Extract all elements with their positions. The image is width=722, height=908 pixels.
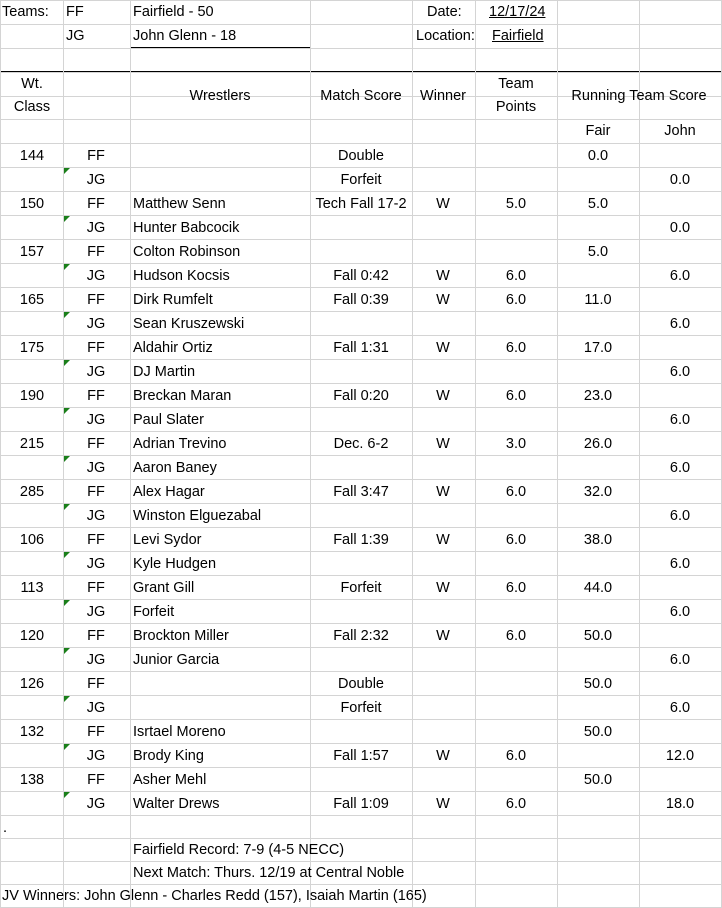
- cell-indicator-icon: [64, 408, 70, 414]
- date-label: Date:: [427, 4, 462, 20]
- winner-mark: W: [436, 436, 450, 452]
- match-score: Double: [338, 676, 384, 692]
- team2-abbr: JG: [66, 28, 85, 44]
- col-wt-class-line1: Wt.: [21, 76, 43, 92]
- teams-label: Teams:: [2, 4, 49, 20]
- wrestler-name: Brody King: [133, 748, 204, 764]
- winner-mark: W: [436, 292, 450, 308]
- team-points: 3.0: [505, 436, 527, 452]
- winner-mark: W: [436, 340, 450, 356]
- weight-class: 150: [19, 196, 45, 212]
- team2-name: John Glenn - 18: [133, 28, 237, 44]
- wrestler-name: Junior Garcia: [133, 652, 220, 668]
- team-points: 6.0: [505, 340, 527, 356]
- team-points: 5.0: [505, 196, 527, 212]
- team-abbr: JG: [86, 364, 106, 380]
- weight-class: 132: [19, 724, 45, 740]
- team-abbr: FF: [87, 532, 105, 548]
- gridline-row: [0, 575, 722, 576]
- wrestler-name: Paul Slater: [133, 412, 204, 428]
- team-abbr: FF: [87, 148, 105, 164]
- running-score-john: 18.0: [665, 796, 695, 812]
- running-score-fair: 50.0: [583, 628, 613, 644]
- wrestler-name: DJ Martin: [133, 364, 196, 380]
- cell-indicator-icon: [64, 456, 70, 462]
- gridline-row: [0, 479, 722, 480]
- weight-class: 120: [19, 628, 45, 644]
- match-score: Fall 1:57: [333, 748, 389, 764]
- team-points: 6.0: [505, 484, 527, 500]
- winner-mark: W: [436, 580, 450, 596]
- gridline-row: [0, 191, 722, 192]
- winner-mark: W: [436, 628, 450, 644]
- winner-mark: W: [436, 268, 450, 284]
- running-score-john: 6.0: [669, 508, 691, 524]
- winner-mark: W: [436, 388, 450, 404]
- team-abbr: JG: [86, 748, 106, 764]
- running-score-fair: 38.0: [583, 532, 613, 548]
- running-score-fair: 5.0: [587, 244, 609, 260]
- gridline-col: [0, 0, 1, 908]
- gridline-row: [0, 671, 722, 672]
- gridline-row: [0, 647, 722, 648]
- weight-class: 106: [19, 532, 45, 548]
- wrestler-name: Sean Kruszewski: [133, 316, 245, 332]
- team-abbr: FF: [87, 388, 105, 404]
- gridline-row: [0, 815, 722, 816]
- wrestler-name: Grant Gill: [133, 580, 195, 596]
- team-points: 6.0: [505, 628, 527, 644]
- gridline-row: [0, 861, 722, 862]
- team-abbr: FF: [87, 340, 105, 356]
- gridline-col: [639, 0, 640, 908]
- col-winner: Winner: [420, 88, 466, 104]
- gridline-row: [0, 119, 722, 120]
- cell-indicator-icon: [64, 792, 70, 798]
- running-score-fair: 0.0: [587, 148, 609, 164]
- wrestler-name: Adrian Trevino: [133, 436, 227, 452]
- weight-class: 126: [19, 676, 45, 692]
- weight-class: 144: [19, 148, 45, 164]
- team-abbr: JG: [86, 652, 106, 668]
- cell-indicator-icon: [64, 552, 70, 558]
- team-abbr: FF: [87, 772, 105, 788]
- gridline-col: [557, 0, 558, 908]
- running-score-fair: 5.0: [587, 196, 609, 212]
- team-abbr: FF: [87, 196, 105, 212]
- gridline-row: [0, 551, 722, 552]
- match-score: Double: [338, 148, 384, 164]
- team-abbr: JG: [86, 316, 106, 332]
- running-score-fair: 32.0: [583, 484, 613, 500]
- running-score-john: 6.0: [669, 700, 691, 716]
- col-match-score: Match Score: [320, 88, 402, 104]
- gridline-row: [0, 239, 722, 240]
- gridline-col: [310, 0, 311, 908]
- gridline-row: [0, 767, 722, 768]
- winner-mark: W: [436, 748, 450, 764]
- match-score: Fall 3:47: [333, 484, 389, 500]
- team1-name: Fairfield - 50: [133, 4, 214, 20]
- cell-indicator-icon: [64, 216, 70, 222]
- team-abbr: JG: [86, 556, 106, 572]
- winner-mark: W: [436, 196, 450, 212]
- wrestler-name: Isrtael Moreno: [133, 724, 226, 740]
- gridline-col: [130, 0, 131, 908]
- wrestler-name: Breckan Maran: [133, 388, 232, 404]
- wrestler-name: Asher Mehl: [133, 772, 207, 788]
- running-score-fair: 17.0: [583, 340, 613, 356]
- running-score-fair: 26.0: [583, 436, 613, 452]
- team-abbr: FF: [87, 676, 105, 692]
- col-team-points-line2: Points: [495, 99, 537, 115]
- running-score-john: 12.0: [665, 748, 695, 764]
- match-score: Fall 1:39: [333, 532, 389, 548]
- col-wrestlers: Wrestlers: [189, 88, 251, 104]
- running-score-john: 6.0: [669, 364, 691, 380]
- team-abbr: FF: [87, 436, 105, 452]
- gridline-row: [0, 455, 722, 456]
- wrestler-name: Brockton Miller: [133, 628, 229, 644]
- gridline-row: [0, 719, 722, 720]
- gridline-row: [0, 143, 722, 144]
- team-points: 6.0: [505, 580, 527, 596]
- team-abbr: JG: [86, 172, 106, 188]
- wrestler-name: Forfeit: [133, 604, 175, 620]
- weight-class: 215: [19, 436, 45, 452]
- team-abbr: FF: [87, 628, 105, 644]
- running-score-john: 6.0: [669, 652, 691, 668]
- cell-indicator-icon: [64, 600, 70, 606]
- weight-class: 157: [19, 244, 45, 260]
- team-abbr: JG: [86, 460, 106, 476]
- match-score: Fall 2:32: [333, 628, 389, 644]
- team-points: 6.0: [505, 796, 527, 812]
- match-score: Tech Fall 17-2: [315, 196, 407, 212]
- col-john: John: [664, 123, 696, 139]
- gridline-row: [0, 527, 722, 528]
- cell-indicator-icon: [64, 696, 70, 702]
- gridline-row: [0, 287, 722, 288]
- cell-indicator-icon: [64, 168, 70, 174]
- wrestler-name: Alex Hagar: [133, 484, 205, 500]
- col-wt-class-line2: Class: [13, 99, 51, 115]
- col-fair: Fair: [585, 123, 611, 139]
- team-abbr: FF: [87, 244, 105, 260]
- wrestler-name: Kyle Hudgen: [133, 556, 217, 572]
- gridline-row: [0, 167, 722, 168]
- gridline-row: [0, 884, 722, 885]
- cell-indicator-icon: [64, 264, 70, 270]
- gridline-row: [0, 431, 722, 432]
- team-points: 6.0: [505, 268, 527, 284]
- weight-class: 113: [20, 580, 44, 596]
- weight-class: 285: [19, 484, 45, 500]
- team-abbr: JG: [86, 508, 106, 524]
- team-abbr: FF: [87, 292, 105, 308]
- winner-mark: W: [436, 532, 450, 548]
- match-score: Fall 1:09: [333, 796, 389, 812]
- winner-mark: W: [436, 484, 450, 500]
- match-location: Fairfield: [492, 28, 544, 44]
- running-score-fair: 23.0: [583, 388, 613, 404]
- running-score-fair: 11.0: [584, 292, 612, 308]
- wrestler-name: Aldahir Ortiz: [133, 340, 213, 356]
- running-score-john: 6.0: [669, 556, 691, 572]
- team-points: 6.0: [505, 748, 527, 764]
- weight-class: 190: [19, 388, 45, 404]
- weight-class: 165: [19, 292, 45, 308]
- running-score-fair: 44.0: [583, 580, 613, 596]
- match-score: Forfeit: [340, 172, 382, 188]
- gridline-col: [412, 0, 413, 908]
- jv-winners: JV Winners: John Glenn - Charles Redd (157), Isaiah Martin (165): [2, 888, 427, 904]
- running-score-fair: 50.0: [583, 772, 613, 788]
- wrestler-name: Dirk Rumfelt: [133, 292, 213, 308]
- team-points: 6.0: [505, 388, 527, 404]
- team-abbr: JG: [86, 220, 106, 236]
- wrestler-name: Hunter Babcocik: [133, 220, 240, 236]
- team-points: 6.0: [505, 292, 527, 308]
- wrestler-name: Winston Elguezabal: [133, 508, 262, 524]
- wrestler-name: Colton Robinson: [133, 244, 241, 260]
- team-abbr: JG: [86, 796, 106, 812]
- cell-indicator-icon: [64, 504, 70, 510]
- gridline-row: [0, 599, 722, 600]
- gridline-row: [0, 335, 722, 336]
- running-score-john: 6.0: [669, 412, 691, 428]
- gridline-row: [0, 48, 722, 49]
- winner-mark: W: [436, 796, 450, 812]
- gridline-col: [63, 0, 64, 908]
- weight-class: 138: [19, 772, 45, 788]
- col-team-points-line1: Team: [498, 76, 534, 92]
- cell-indicator-icon: [64, 648, 70, 654]
- gridline-row: [0, 263, 722, 264]
- match-score: Dec. 6-2: [333, 436, 389, 452]
- team-abbr: FF: [87, 484, 105, 500]
- running-score-john: 0.0: [669, 220, 691, 236]
- gridline-row: [0, 407, 722, 408]
- match-score: Forfeit: [340, 580, 382, 596]
- match-score: Forfeit: [340, 700, 382, 716]
- wrestler-name: Walter Drews: [133, 796, 220, 812]
- weight-class: 175: [19, 340, 45, 356]
- running-score-john: 6.0: [669, 268, 691, 284]
- gridline-row: [0, 24, 722, 25]
- running-score-john: 6.0: [669, 460, 691, 476]
- wrestler-name: Levi Sydor: [133, 532, 202, 548]
- match-score: Fall 1:31: [333, 340, 389, 356]
- gridline-row: [0, 215, 722, 216]
- team-abbr: FF: [87, 580, 105, 596]
- gridline-col: [475, 0, 476, 908]
- match-score: Fall 0:20: [333, 388, 389, 404]
- team-abbr: JG: [86, 268, 106, 284]
- wrestler-name: Hudson Kocsis: [133, 268, 230, 284]
- team-points: 6.0: [505, 532, 527, 548]
- team-abbr: JG: [86, 412, 106, 428]
- gridline-row: [0, 72, 722, 73]
- gridline-row: [0, 359, 722, 360]
- gridline-row: [0, 743, 722, 744]
- running-score-john: 0.0: [669, 172, 691, 188]
- cell-indicator-icon: [64, 312, 70, 318]
- gridline-row: [0, 838, 722, 839]
- gridline-row: [0, 503, 722, 504]
- running-score-fair: 50.0: [583, 724, 613, 740]
- team-abbr: JG: [86, 700, 106, 716]
- match-score: Fall 0:39: [333, 292, 389, 308]
- gridline-row: [0, 695, 722, 696]
- gridline-row: [0, 623, 722, 624]
- cell-indicator-icon: [64, 744, 70, 750]
- match-score: Fall 0:42: [333, 268, 389, 284]
- col-running-team-score: Running Team Score: [571, 88, 707, 104]
- team1-abbr: FF: [66, 4, 84, 20]
- team-abbr: FF: [87, 724, 105, 740]
- running-score-fair: 50.0: [583, 676, 613, 692]
- next-match: Next Match: Thurs. 12/19 at Central Noble: [133, 865, 405, 881]
- gridline-row: [0, 0, 722, 1]
- gridline-row: [0, 791, 722, 792]
- cell-indicator-icon: [64, 360, 70, 366]
- running-score-john: 6.0: [669, 604, 691, 620]
- wrestler-name: Aaron Baney: [133, 460, 217, 476]
- match-date: 12/17/24: [489, 4, 546, 20]
- location-label: Location:: [416, 28, 475, 44]
- running-score-john: 6.0: [669, 316, 691, 332]
- gridline-row: [0, 311, 722, 312]
- footer-dot: .: [3, 820, 8, 836]
- season-record: Fairfield Record: 7-9 (4-5 NECC): [133, 842, 345, 858]
- gridline-row: [0, 383, 722, 384]
- team-abbr: JG: [86, 604, 106, 620]
- wrestler-name: Matthew Senn: [133, 196, 226, 212]
